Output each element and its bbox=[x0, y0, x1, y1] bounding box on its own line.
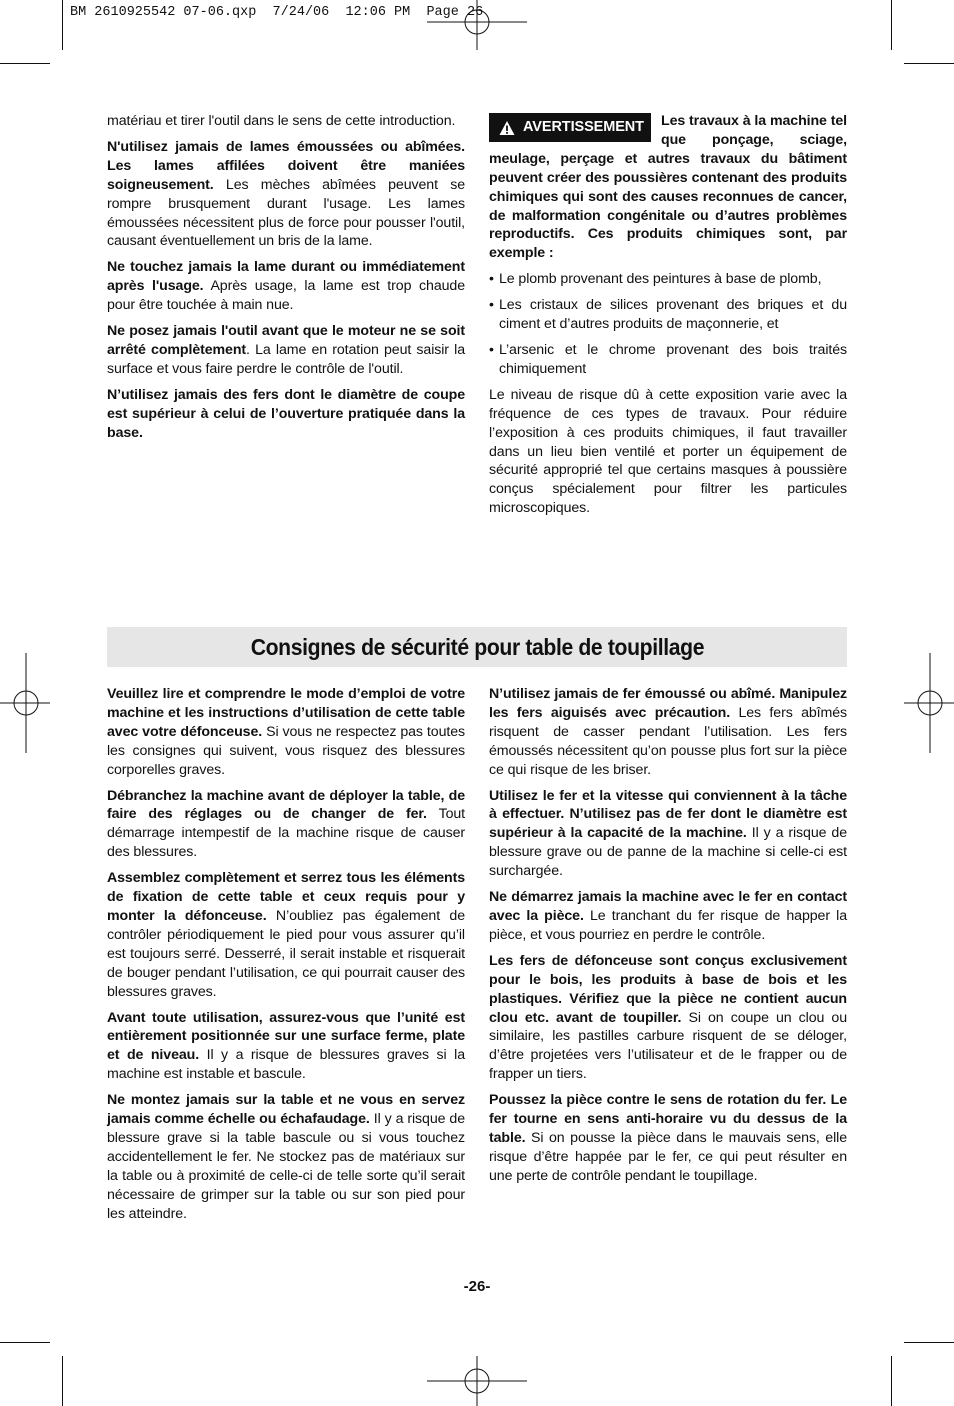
registration-target-right bbox=[904, 653, 954, 753]
paragraph-dull-blades: N'utilisez jamais de lames émoussées ou abîmées. Les lames affilées doivent être maniées soigneusement. Les mèches abîmées peuvent se rompre brusquement durant l'usage. Les lames émoussées nécessitent plus de force pour pousser l'outil, causant éventuellement un bris de la lame. bbox=[107, 138, 465, 250]
crop-mark-bottom-left-h bbox=[0, 1342, 50, 1343]
paragraph-do-not-set-down: Ne posez jamais l'outil avant que le moteur ne se soit arrêté complètement. La lame en rotation peut saisir la surface et vous faire perdre le contrôle de l'outil. bbox=[107, 323, 465, 377]
paragraph-materials: Les fers de défonceuse sont conçus exclusivement pour le bois, les produits à base de bois et les plastiques. Vérifiez que la pièce ne contient aucun clou etc. avant de toupiller. Si on coupe un clou ou similaire, les pastilles carbure risquent de se déloger, d’être projetées vers l’utilisateur et de le frapper ou de frapper un tiers. bbox=[489, 952, 848, 1083]
list-item: • L’arsenic et le chrome provenant des bois traités chimiquement bbox=[489, 341, 847, 379]
paragraph-do-not-touch-blade: Ne touchez jamais la lame durant ou immédiatement après l'usage. Après usage, la lame est trop chaude pour être touchée à main nue. bbox=[107, 259, 466, 314]
crop-mark-top-right-v bbox=[891, 0, 892, 50]
paragraph-assemble: Assemblez complètement et serrez tous les éléments de fixation de cette table et ceux requis pour y monter la défonceuse. N’oubliez pas également de contrôler périodiquement le pied pour vous assurer qu’il est toujours serré. Desserré, il serait instable et risquerait de bouger pendant l’utilisation, ce qui pourrait causer des blessures graves. bbox=[107, 870, 465, 1000]
crop-mark-bottom-left-v bbox=[62, 1356, 63, 1406]
bottom-right-column bbox=[489, 685, 847, 1193]
section-title-banner bbox=[107, 627, 847, 667]
print-slug: BM 2610925542 07-06.qxp 7/24/06 12:06 PM Page 26 bbox=[70, 5, 484, 20]
crop-mark-top-right-h bbox=[904, 63, 954, 64]
page-number: -26- bbox=[463, 1278, 491, 1295]
paragraph-feed-direction: Poussez la pièce contre le sens de rotation du fer. Le fer tourne en sens anti-horaire vu du dessus de la table. Si on pousse la pièce dans le mauvais sens, elle risque d’être happée par le fer, ce qui peut résulter en une perte de contrôle pendant le toupillage. bbox=[489, 1092, 847, 1184]
warning-text: Les travaux à la machine tel que ponçage, sciage, meulage, perçage et autres travaux du bâtiment peuvent créer des poussières contenant des produits chimiques qui sont des causes reconnues de cancer, de malformation congénitale ou d’autres problèmes reproductifs. Ces produits chimiques sont, par exemple : bbox=[489, 113, 847, 262]
paragraph-unplug: Débranchez la machine avant de déployer la table, de faire des réglages ou de changer de fer. Tout démarrage intempestif de la machine risque de causer des blessures. bbox=[107, 787, 465, 861]
paragraph-cutter-diameter: N’utilisez jamais des fers dont le diamètre de coupe est supérieur à celui de l’ouverture pratiquée dans la base. bbox=[107, 386, 465, 441]
warning-triangle-icon bbox=[499, 120, 515, 136]
paragraph-do-not-start-in-contact: Ne démarrez jamais la machine avec le fer en contact avec la pièce. Le tranchant du fer risque de happer la pièce, et vous pourriez en perdre le contrôle. bbox=[489, 889, 847, 943]
warning-label: AVERTISSEMENT bbox=[523, 119, 644, 135]
crop-mark-bottom-right-v bbox=[891, 1356, 892, 1406]
crop-mark-top-left-v bbox=[62, 0, 63, 50]
chemical-list bbox=[489, 270, 847, 379]
warning-closing-text: Le niveau de risque dû à cette exposition varie avec la fréquence de ces types de travaux. Pour réduire l’exposition à ces produits chimiques, il faut travailler dans un lieu bien ventilé et porter un équipement de sécurité approprié tel que certains masques à poussière conçus spécialement pour filtrer les particules microscopiques. bbox=[489, 386, 847, 517]
paragraph-do-not-climb: Ne montez jamais sur la table et ne vous en servez jamais comme échelle ou échafaudage. Il y a risque de blessure grave si la table bascule ou si vous touchez accidentellement le fer. Ne stockez pas de matériaux sur la table ou à proximité de celle-ci de telle sorte qu’il serait nécessaire de grimper sur la table ou sur son pied pour les atteindre. bbox=[107, 1092, 465, 1222]
warning-column bbox=[489, 112, 847, 525]
warning-label-box bbox=[489, 113, 651, 142]
registration-target-top bbox=[427, 0, 527, 50]
paragraph-level-surface: Avant toute utilisation, assurez-vous que l’unité est entièrement positionnée sur une surface ferme, plate et de niveau. Il y a risque de blessures graves si la machine est instable et bascule. bbox=[107, 1009, 465, 1083]
crop-mark-bottom-right-h bbox=[904, 1342, 954, 1343]
crop-mark-top-left-h bbox=[0, 63, 50, 64]
paragraph-read-manual: Veuillez lire et comprendre le mode d’emploi de votre machine et les instructions d’utilisation de cette table avec votre défonceuse. Si vous ne respectez pas toutes les consignes qui suivent, vous risquez des blessures corporelles graves. bbox=[107, 686, 465, 778]
registration-target-left bbox=[0, 653, 50, 753]
paragraph-dull-cutter: N’utilisez jamais de fer émoussé ou abîmé. Manipulez les fers aiguisés avec précaution. Les fers abîmés risquent de casser pendant l’utilisation. Les fers émoussés nécessitent qu’on pousse plus fort sur la pièce ce qui risque de les briser. bbox=[489, 686, 847, 778]
bottom-left-column bbox=[107, 685, 465, 1230]
top-left-column bbox=[107, 112, 465, 450]
paragraph-intro-continuation: matériau et tirer l'outil dans le sens de cette introduction. bbox=[107, 113, 456, 129]
list-item: • Le plomb provenant des peintures à base de plomb, bbox=[489, 270, 847, 289]
section-title: Consignes de sécurité pour table de toupillage bbox=[250, 633, 704, 660]
registration-target-bottom bbox=[427, 1356, 527, 1406]
list-item: • Les cristaux de silices provenant des briques et du ciment et d’autres produits de maçonnerie, et bbox=[489, 296, 847, 334]
paragraph-correct-speed: Utilisez le fer et la vitesse qui conviennent à la tâche à effectuer. N’utilisez pas de fer dont le diamètre est supérieur à la capacité de la machine. Il y a risque de blessure grave ou de panne de la machine si celle-ci est surchargée. bbox=[489, 787, 847, 880]
